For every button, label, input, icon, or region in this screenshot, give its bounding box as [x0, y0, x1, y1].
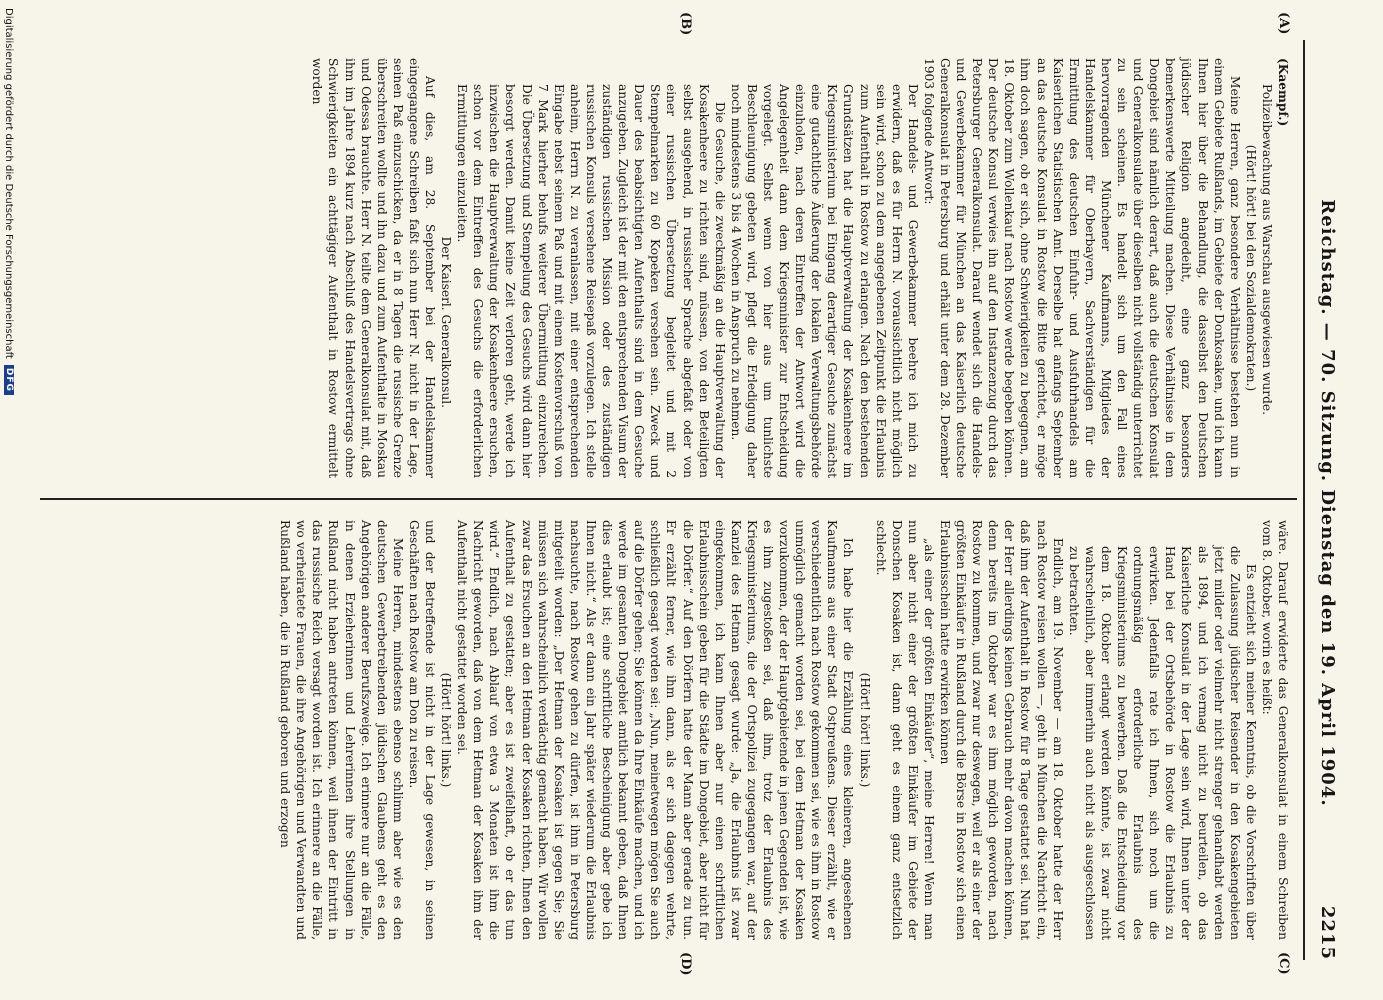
page-number: 2215: [1317, 905, 1339, 960]
paragraph: Endlich, am 19. November — am 18. Oktober hatte der Herr nach Rostow reisen wollen —, geht in München die Nachricht ein, daß ihm der Aufenthalt in Rostow für 8 Tage gestattet sei. Nun hat der Herr allerdings keinen Gebrauch mehr davon machen können, denn bereits im Oktober war es ihm möglich geworden, nach Rostow zu kommen, und zwar nur deswegen, weil er als einer der größten Einkäufer in Rußland durch die Börse in Rostow sich einen Erlaubnisschein hatte erwirken können: [938, 520, 1065, 940]
paragraph: Polizeibewachung aus Warschau ausgewiesen wurde.: [1259, 84, 1274, 415]
signature-line: Der Kaiserl. Generalkonsul.: [439, 236, 454, 408]
interjection: (Hört! hört! bei den Sozialdemokraten.): [1243, 144, 1258, 392]
paragraph: Ich habe hier die Erzählung eines kleineren, angesehenen Kaufmanns aus einer Stadt Ostpreußens. Dieser erzählt, wie er verschiedentlich nach Rostow gekommen sei, wie es ihm in Rostow unmöglich gemacht worden sei, bei dem Hetman der Kosaken vorzukommen, der der Hauptgebietende in jenen Gegenden ist, wie es ihm zugestoßen sei, daß ihm, trotz der Erlaubnis des Kriegsministeriums, die der Ortspolizei zugegangen war, auf der Kanzlei des Hetman gesagt wurde: „Ja, die Erlaubnis ist zwar eingekommen, ich kann Ihnen aber nur einen schriftlichen Erlaubnisschein geben für die Städte im Dongebiet, aber nicht für die Dörfer.“ Auf den Dörfern hatte der Mann aber gerade zu tun. Er erzählt ferner, wie ihm dann, als er sich dagegen wehrte, schließlich gesagt worden sei: „Nun, meinetwegen mögen Sie auch auf die Dörfer gehen; Sie können da Ihre Einkäufe machen, und ich werde im gesamten Dongebiet amtlich bekannt geben, daß Ihnen dies erlaubt ist; eine schriftliche Bescheinigung aber gebe ich Ihnen nicht.“ Als er dann ein Jahr später wiederum die Erlaubnis nachsuchte, nach Rostow gehen zu dürfen, ist ihm in Petersburg mitgeteilt worden: „Der Hetman der Kosaken ist gegen Sie; Sie müssen sich wahrscheinlich verdächtig gemacht haben. Wir wollen zwar das Ersuchen an den Hetman der Kosaken richten, Ihnen den Aufenthalt zu gestatten; aber es ist zweifelhaft, ob er das tun wird.“ Endlich, nach Ablauf von etwa 3 Monaten ist ihm die Nachricht geworden, daß von dem Hetman der Kosaken ihm der Aufenthalt nicht gestattet worden sei.: [455, 520, 856, 940]
interjection: (Hört! hört! links.): [857, 672, 872, 788]
right-column: [277, 520, 1291, 940]
left-column: [309, 58, 1291, 478]
column-divider: [40, 498, 1297, 500]
paragraph: wäre. Darauf erwiderte das Generalkonsulat in einem Schreiben vom 8. Oktober, worin es heißt:: [1259, 520, 1290, 940]
quoted-letter: Es entzieht sich meiner Kenntnis, ob die Vorschriften über die Zulassung jüdischer Reisender in den Kosakengebieten jetzt milder oder vielmehr nicht strenger gehandhabt werden als 1894, und ich vermag nicht zu beurteilen, ob das Kaiserliche Konsulat in der Lage sein wird, Ihnen unter der Hand bei der Ortsbehörde in Rostow die Erlaubnis zu erwirken. Jedenfalls rate ich Ihnen, sich noch um die ordnungsmäßig erforderliche Erlaubnis des Kriegsministeriums zu bewerben. Daß die Entscheidung vor dem 18. Oktober erlangt werden könnte, ist zwar nicht wahrscheinlich, aber immerhin auch nicht als ausgeschlossen zu betrachten.: [1066, 546, 1258, 940]
paragraph: Meine Herren, mindestens ebenso schlimm aber wie es den deutschen Gewerbetreibenden jüdischen Glaubens geht es den Angehörigen anderer Berufszweige. Ich erinnere nur an die Fälle, in denen Erzieherinnen und Lehrerinnen ihre Stellungen in Rußland nicht haben antreten können, weil ihnen der Eintritt in das russische Reich versagt worden ist. Ich erinnere an die Fälle, wo verheiratete Frauen, die ihre Angehörigen und Verwandten und Rußland haben, die in Rußland geboren und erzogen: [278, 520, 405, 940]
margin-marker-d: (D): [678, 952, 693, 976]
header-rule: [1303, 40, 1305, 960]
paragraph: „als einer der größten Einkäufer“, meine Herren! Wenn man nun aber nicht einer der größten Einkäufer im Gebiete der Donschen Kosaken ist, dann geht es einem ganz entsetzlich schlecht.: [873, 520, 936, 940]
margin-marker-c: (C): [1276, 952, 1291, 975]
margin-marker-a: (A): [1276, 12, 1291, 35]
margin-marker-b: (B): [678, 12, 693, 36]
interjection: (Hört! hört! links.): [439, 672, 454, 788]
page-header: [1313, 40, 1343, 960]
digitization-credit: [0, 0, 18, 1000]
header-title: Reichstag. — 70. Sitzung. Dienstag den 19. April 1904.: [1317, 199, 1339, 807]
quoted-letter: Die Gesuche, die zweckmäßig an die Hauptverwaltung der Kosakenheere zu richten sind, müssen, von den Beteiligten selbst ausgehend, in russischer Sprache abgefaßt oder von einer russischen Übersetzung begleitet und mit 2 Stempelmarken zu 60 Kopeken versehen sein. Zweck und Dauer des beabsichtigten Aufenthalts sind in dem Gesuche anzugeben. Zugleich ist der mit den entsprechenden Visum der zuständigen russischen Mission oder des zuständigen russischen Konsuls versehene Reisepaß vorzulegen. Ich stelle anheim, Herrn N. zu veranlassen, mit einer entsprechenden Eingabe nebst seinem Paß und mit einem Kostenvorschuß von 7 Mark hierher behufs weiterer Übermittlung einzureichen. Die Übersetzung und Stempelung des Gesuchs wird dann hier besorgt werden. Damit keine Zeit verloren geht, werde ich inzwischen die Hauptverwaltung der Kosakenheere ersuchen, schon vor dem Eintreffen des Gesuchs die erforderlichen Ermittlungen einzuleiten.: [455, 84, 727, 478]
paragraph: Meine Herren, ganz besondere Verhältnisse bestehen nun in einem Gebiete Rußlands, im Gebiete der Donkosaken, und ich kann Ihnen hier über die Behandlung, die dasselbst den Deutschen jüdischer Religion angedeiht, eine ganz besonders bemerkenswerte Mitteilung machen. Diese Verhältnisse in dem Dongebiet sind nämlich derart, daß auch die deutschen Konsulat und Generalkonsulate über dieselben nicht vollständig unterrichtet zu sein scheinen. Es handelt sich um den Fall eines hervorragenden Münchener Kaufmanns, Mitgliedes der Handelskammer für Oberbayern, Sachverständigen für die Ermittlung des deutschen Einfuhr- und Ausfuhrhandels am Kaiserlichen Statistischen Amt. Derselbe hat anfangs September an das deutsche Konsulat in Rostow die Bitte gerichtet, er möge ihm doch sagen, ob er sich, ohne Schwierigkeiten zu begegnen, am 18. Oktober zum Wollenkauf nach Rostow werde begeben können. Der deutsche Konsul verwies ihn auf den Instanzenzug durch das Petersburger Generalkonsulat. Darauf wendet sich die Handels- und Gewerbekammer für München an das Kaiserlich deutsche Generalkonsulat in Petersburg und erhält unter dem 28. Dezember 1903 folgende Antwort:: [921, 58, 1242, 478]
credit-text: Digitalisierung gefördert durch die Deutsche Forschungsgemeinschaft: [3, 8, 15, 359]
dfg-logo: DFG: [4, 365, 14, 395]
quoted-letter: Der Handels- und Gewerbekammer beehre ich mich zu erwidern, daß es für Herrn N. voraussichtlich nicht möglich sein wird, schon zu dem angegebenen Zeitpunkt die Erlaubnis zum Aufenthalt in Rostow zu erlangen. Nach den bestehenden Grundsätzen hat die Hauptverwaltung der Kosakenheere im Kriegsministerium bei Eingang derartiger Gesuche zunächst eine gutachtliche Äußerung der lokalen Verwaltungsbehörde einzuholen, nach deren Eintreffen der Antwort wird die Angelegenheit dann dem Kriegsminister zur Entscheidung vorgelegt. Selbst wenn von hier aus um tunlichste Beschleunigung gebeten wird, pflegt die Erledigung daher noch mindestens 3 bis 4 Wochen in Anspruch zu nehmen.: [728, 84, 920, 478]
speaker-label: (Kaempf.): [1276, 58, 1290, 127]
paragraph: Auf dies, am 28. September bei der Handelskammer eingegangene Schreiben faßt sich nun Herr N. nicht in der Lage, seinen Paß einzuschicken, da er in 8 Tagen die russische Grenze überschreiten wollte und ihn dazu und zum Aufenthalte in Moskau und Odessa brauchte. Herr N. teilte dem Generalkonsulat mit, daß ihm im Jahre 1894 kurz nach Abschluß des Handelsvertrags ohne Schwierigkeiten ein achttägiger Aufenthalt in Rostow ermittelt worden: [310, 58, 438, 478]
paragraph: und der Betreffende ist nicht in der Lage gewesen, in seinen Geschäften nach Rostow am Don zu reisen.: [406, 520, 438, 940]
